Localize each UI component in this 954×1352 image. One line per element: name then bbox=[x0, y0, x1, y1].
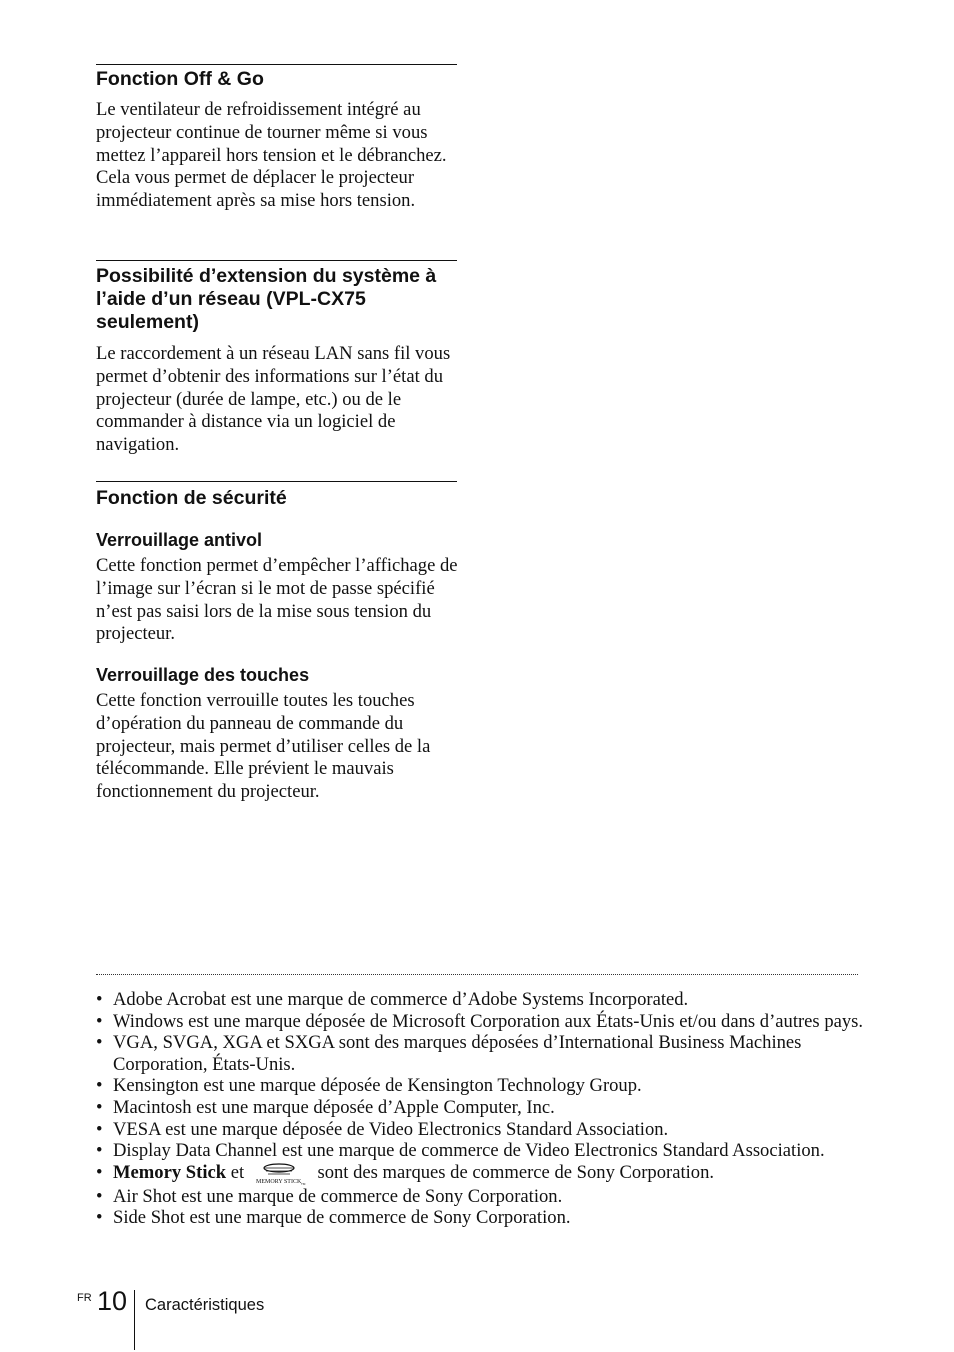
section-heading-network: Possibilité d’extension du système à l’aide d’un réseau (VPL-CX75 seulement) bbox=[96, 265, 437, 333]
memory-stick-logo-text: MEMORY STICK bbox=[255, 1178, 302, 1185]
section-heading-off-go: Fonction Off & Go bbox=[96, 68, 264, 90]
memory-stick-logo-tm: TM bbox=[300, 1181, 306, 1186]
memory-stick-logo-icon bbox=[253, 1162, 309, 1186]
trademark-list bbox=[96, 989, 871, 1229]
trademark-item bbox=[96, 1207, 871, 1229]
bullet: • bbox=[96, 1096, 103, 1118]
footer-language-code: FR bbox=[77, 1292, 92, 1304]
bullet: • bbox=[96, 1207, 103, 1229]
trademark-item bbox=[96, 1097, 871, 1119]
trademark-text: Windows est une marque déposée de Microsoft Corporation aux États-Unis et/ou dans d’autres pays. bbox=[113, 1010, 864, 1032]
memory-stick-brand: Memory Stick bbox=[113, 1161, 227, 1183]
bullet: • bbox=[96, 1118, 103, 1140]
bullet: • bbox=[96, 1140, 103, 1162]
trademark-text: Air Shot est une marque de commerce de Sony Corporation. bbox=[113, 1185, 563, 1207]
bullet: • bbox=[96, 1075, 103, 1097]
trademark-text: Side Shot est une marque de commerce de Sony Corporation. bbox=[113, 1207, 571, 1229]
trademark-item bbox=[96, 1075, 871, 1097]
trademark-item bbox=[96, 1186, 871, 1208]
trademark-item bbox=[96, 1119, 871, 1141]
footer-divider bbox=[134, 1290, 135, 1350]
section-body-network: Le raccordement à un réseau LAN sans fil vous permet d’obtenir des informations sur l’état du projecteur (durée de lampe, etc.) ou de le commander à distance via un logiciel de navigation. bbox=[96, 343, 451, 456]
trademark-text: VGA, SVGA, XGA et SXGA sont des marques déposées d’International Business Machines Corporation, États-Unis. bbox=[113, 1032, 802, 1075]
trademark-item bbox=[96, 989, 871, 1011]
memory-stick-connector: et bbox=[226, 1161, 249, 1183]
section-body-off-go: Le ventilateur de refroidissement intégré au projecteur continue de tourner même si vous mettez l’appareil hors tension et le débranchez. Cela vous permet de déplacer le projecteur immédiatement après sa mise hors tension. bbox=[96, 99, 447, 212]
footer-section-name: Caractéristiques bbox=[145, 1296, 265, 1314]
bullet: • bbox=[96, 1185, 103, 1207]
subsection-body-key-lock: Cette fonction verrouille toutes les touches d’opération du panneau de commande du projecteur, mais permet d’utiliser celles de la télécommande. Elle prévient le mauvais fonctionnement du projecteur. bbox=[96, 690, 431, 803]
trademark-item-memory-stick bbox=[96, 1162, 871, 1186]
bullet: • bbox=[96, 1161, 103, 1183]
bullet: • bbox=[96, 1032, 103, 1054]
trademark-text: VESA est une marque déposée de Video Electronics Standard Association. bbox=[113, 1118, 669, 1140]
trademark-text: Kensington est une marque déposée de Kensington Technology Group. bbox=[113, 1075, 642, 1097]
subsection-body-antitheft: Cette fonction permet d’empêcher l’affichage de l’image sur l’écran si le mot de passe spécifié n’est pas saisi lors de la mise sous tension du projecteur. bbox=[96, 555, 458, 645]
section-rule bbox=[96, 481, 457, 482]
subsection-heading-key-lock: Verrouillage des touches bbox=[96, 665, 310, 685]
dotted-separator bbox=[96, 974, 858, 975]
section-heading-security: Fonction de sécurité bbox=[96, 487, 287, 509]
trademark-text: Display Data Channel est une marque de commerce de Video Electronics Standard Association. bbox=[113, 1140, 825, 1162]
section-rule bbox=[96, 64, 457, 65]
trademark-text: Adobe Acrobat est une marque de commerce d’Adobe Systems Incorporated. bbox=[113, 989, 689, 1010]
subsection-heading-antitheft: Verrouillage antivol bbox=[96, 530, 263, 550]
bullet: • bbox=[96, 989, 103, 1010]
footer-page-number: 10 bbox=[97, 1286, 128, 1316]
trademark-text: Macintosh est une marque déposée d’Apple Computer, Inc. bbox=[113, 1096, 555, 1118]
bullet: • bbox=[96, 1010, 103, 1032]
trademark-item bbox=[96, 1140, 871, 1162]
trademark-item bbox=[96, 1032, 871, 1075]
section-rule bbox=[96, 260, 457, 261]
memory-stick-rest: sont des marques de commerce de Sony Corporation. bbox=[312, 1161, 715, 1183]
trademark-item bbox=[96, 1011, 871, 1033]
